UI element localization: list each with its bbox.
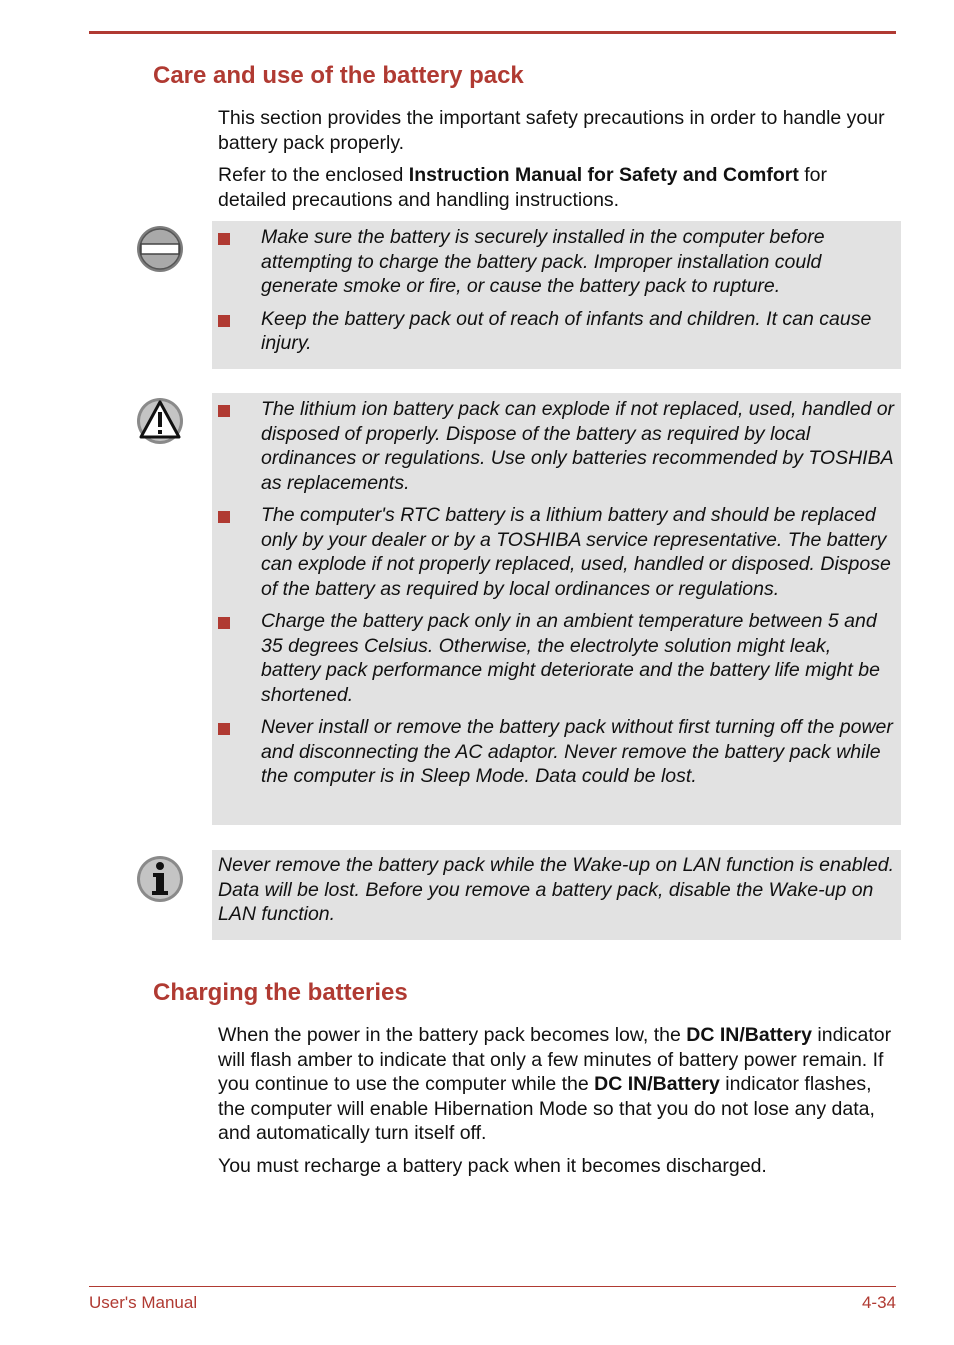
info-icon (136, 854, 186, 904)
list-item: The computer's RTC battery is a lithium battery and should be replaced only by your dealer or by a TOSHIBA service representative. The battery can explode if not properly replaced, used, handled or disposed. Dispose of the battery as required by local ordinances or regulations. (212, 503, 901, 601)
page-number: 4-34 (861, 1293, 896, 1312)
bullet-icon (218, 233, 230, 245)
footer-title: User's Manual (89, 1293, 198, 1312)
intro-paragraph: This section provides the important safety precautions in order to handle your battery pack properly. (218, 107, 885, 154)
refer-suffix: for detailed precautions and handling instructions. (218, 164, 828, 211)
list-item: Never install or remove the battery pack without first turning off the power and disconnecting the AC adaptor. Never remove the battery pack while the computer is in Sleep Mode. Data could be lost. (212, 715, 901, 789)
section-heading-charging: Charging the batteries (153, 979, 408, 1006)
section-heading-care: Care and use of the battery pack (153, 62, 524, 89)
warning-box (212, 393, 901, 825)
manual-title: Instruction Manual for Safety and Comfort (408, 164, 799, 186)
list-item: Keep the battery pack out of reach of infants and children. It can cause injury. (212, 307, 901, 356)
refer-prefix: Refer to the enclosed (218, 164, 409, 186)
bullet-icon (218, 315, 230, 327)
top-rule (89, 31, 896, 34)
bullet-icon (218, 511, 230, 523)
refer-paragraph (218, 163, 898, 212)
prohibited-icon (136, 224, 186, 274)
warning-icon (136, 396, 186, 446)
charging-paragraph: When the power in the battery pack becomes low, the DC IN/Battery indicator will flash amber to indicate that only a few minutes of battery power remain. If you continue to use the computer while the DC IN/Battery indicator flashes, the computer will enable Hibernation Mode so that you do not lose any data, and automatically turn itself off. (218, 1024, 892, 1144)
list-item: Charge the battery pack only in an ambient temperature between 5 and 35 degrees Celsius. Otherwise, the electrolyte solution might leak, battery pack performance might deteriorate and the battery life might be shortened. (212, 609, 901, 707)
indicator-name: DC IN/Battery (594, 1073, 720, 1095)
bullet-icon (218, 617, 230, 629)
bullet-icon (218, 405, 230, 417)
info-box (212, 850, 901, 940)
indicator-name: DC IN/Battery (686, 1024, 812, 1046)
recharge-paragraph: You must recharge a battery pack when it becomes discharged. (218, 1155, 767, 1177)
list-item: The lithium ion battery pack can explode if not replaced, used, handled or disposed of properly. Dispose of the battery as required by local ordinances or regulations. Use only batteries recommended by TOSHIBA as replacements. (212, 397, 901, 495)
bottom-rule (89, 1286, 896, 1287)
info-note-text: Never remove the battery pack while the Wake-up on LAN function is enabled. Data will be lost. Before you remove a battery pack, disable the Wake-up on LAN function. (218, 854, 895, 925)
prohibited-box (212, 221, 901, 369)
bullet-icon (218, 723, 230, 735)
list-item: Make sure the battery is securely installed in the computer before attempting to charge the battery pack. Improper installation could generate smoke or fire, or cause the battery pack to rupture. (212, 225, 901, 299)
